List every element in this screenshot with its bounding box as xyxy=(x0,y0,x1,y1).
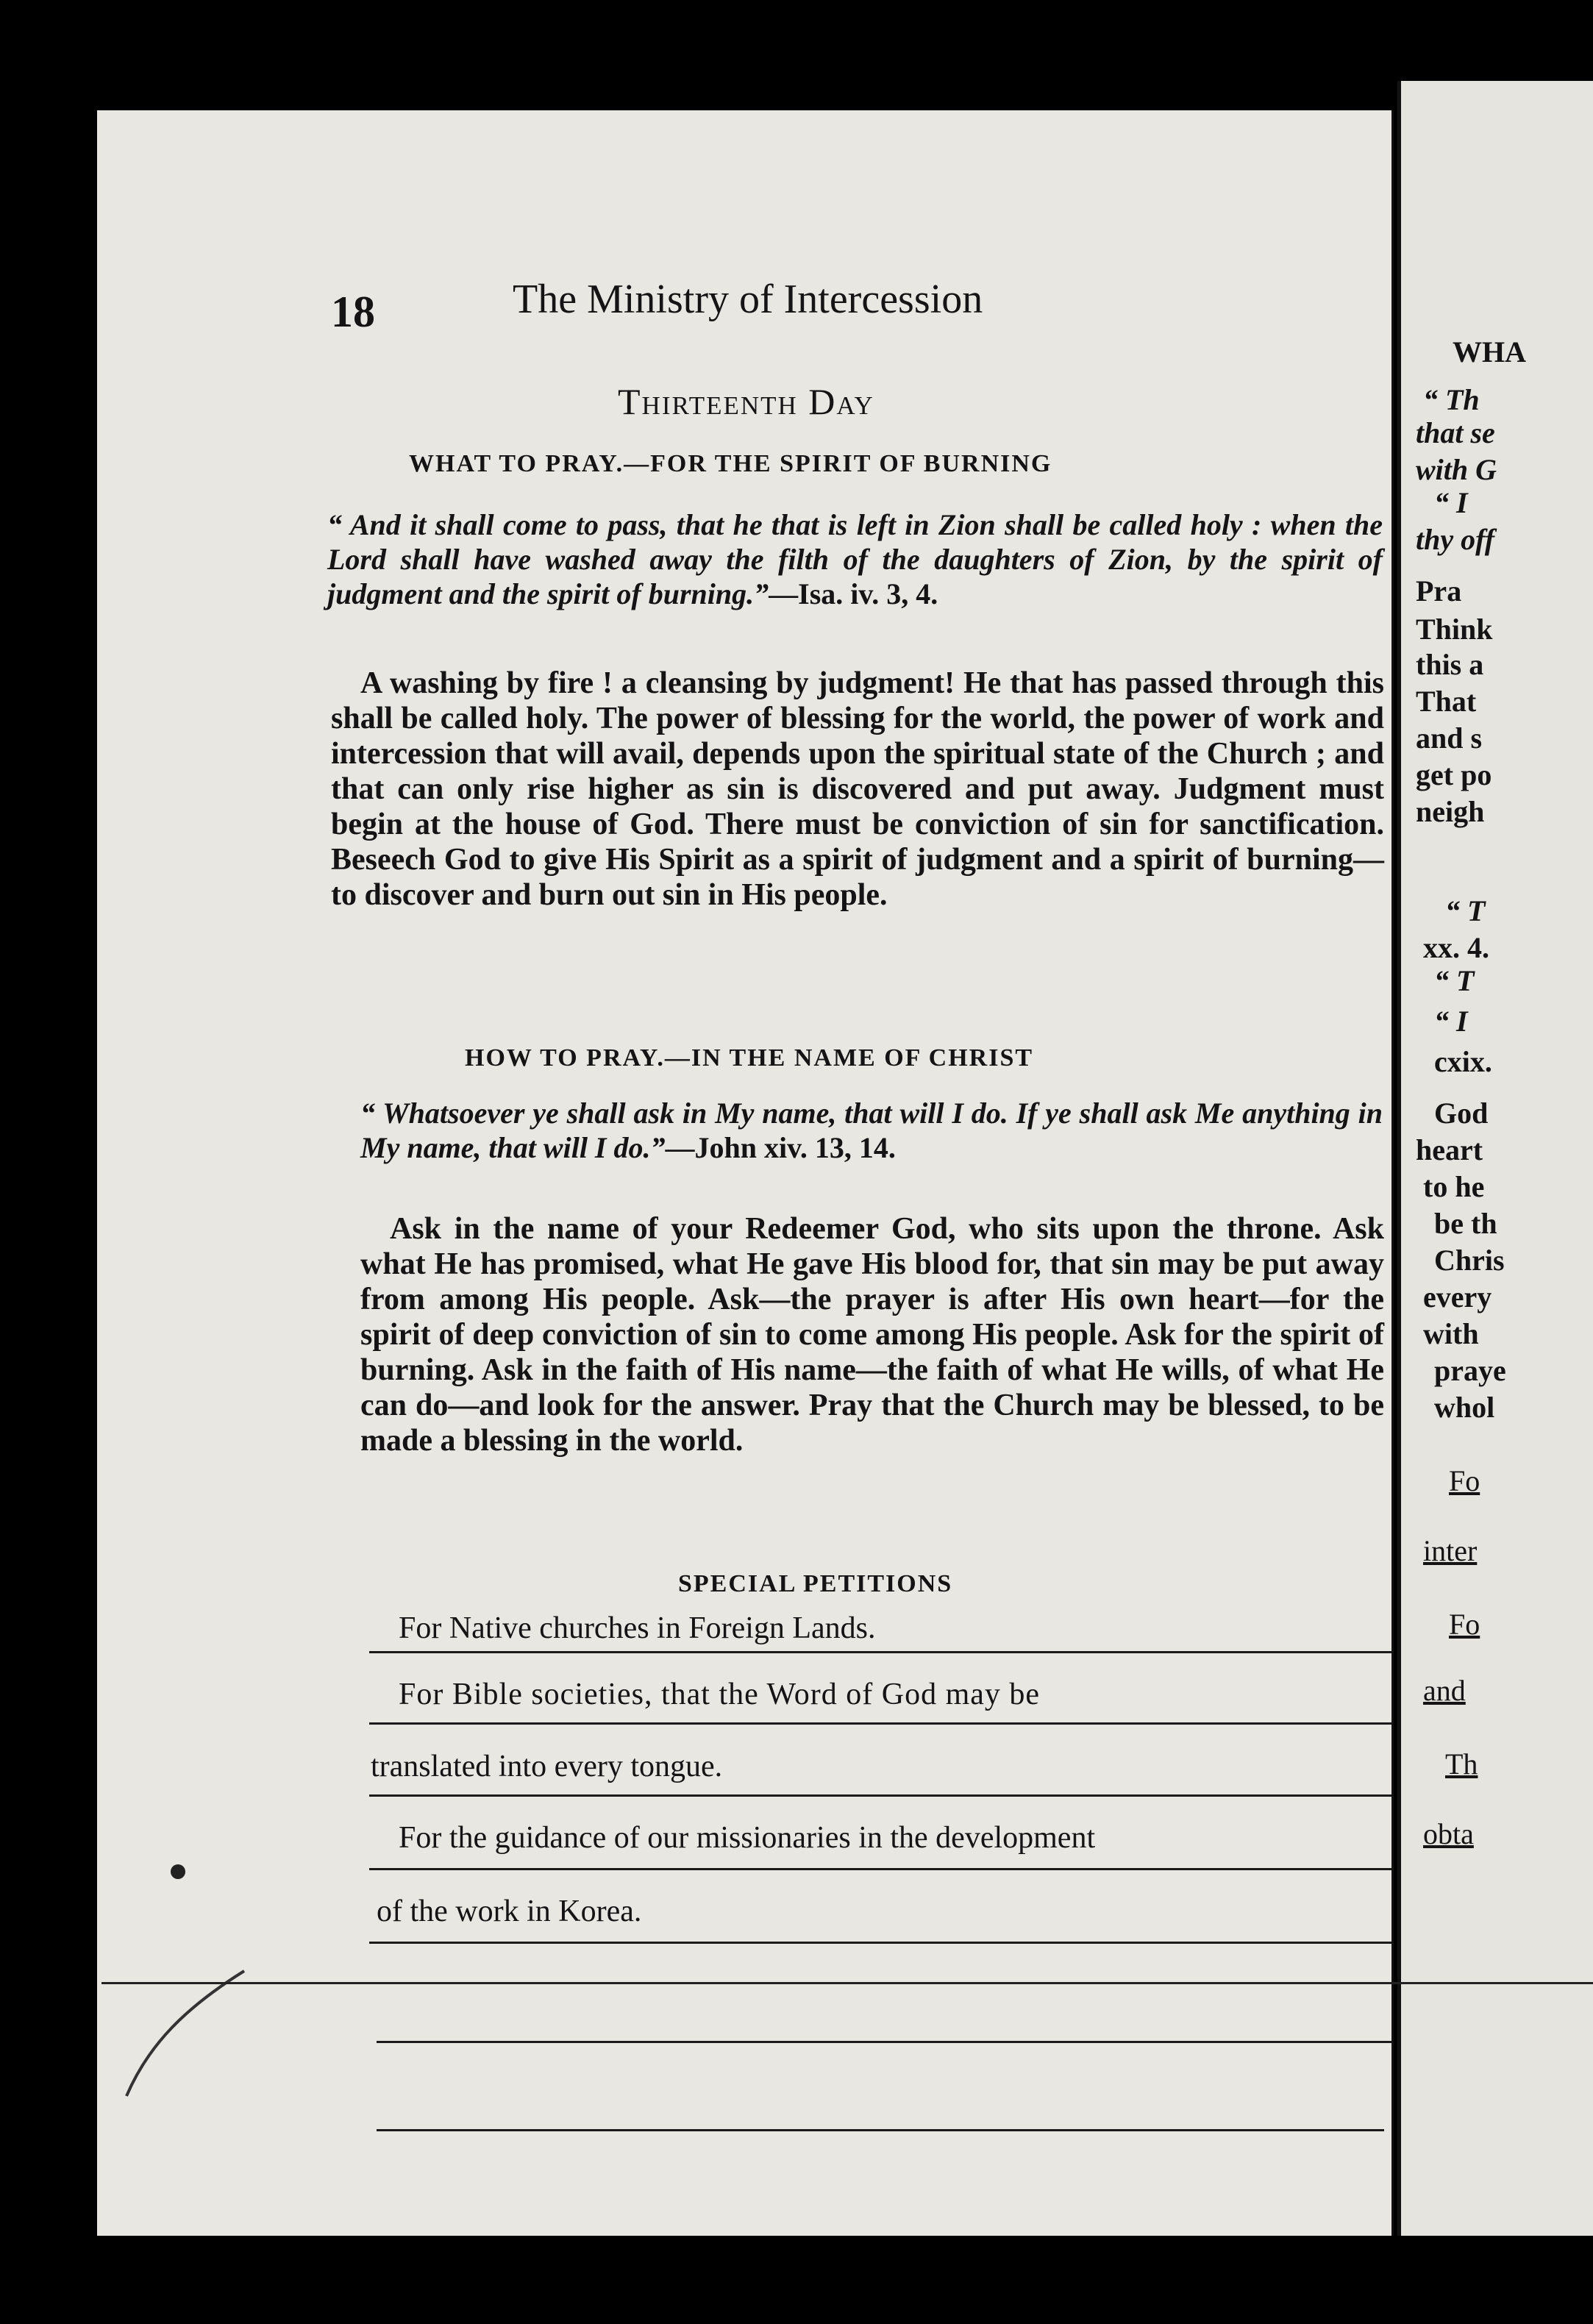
how-to-pray-body: Ask in the name of your Redeemer God, who sits upon the throne. Ask what He has promised, what He gave His blood for, that sin may be put away from among His people. Ask—the prayer is after His own heart—for the spirit of deep conviction of sin to come among His people. Ask for the spirit of burning. Ask in the faith of His name—the faith of what He wills, of what He can do—and look for the answer. Pray that the Church may be blessed, to be made a blessing in the world. xyxy=(360,1212,1384,1458)
ruled-line xyxy=(369,1794,1391,1797)
what-to-pray-heading: WHAT TO PRAY.—FOR THE SPIRIT OF BURNING xyxy=(409,450,1052,477)
facing-page-line: xx. 4. xyxy=(1423,931,1489,964)
scan-fold-line xyxy=(101,1982,1593,1984)
facing-page-line: “ I xyxy=(1434,486,1468,519)
facing-page-line: and s xyxy=(1416,721,1483,755)
facing-page-line: God xyxy=(1434,1097,1489,1130)
facing-page-line: “ T xyxy=(1445,894,1486,927)
scripture-text: “ Whatsoever ye shall ask in My name, that will I do. If ye shall ask Me anything in My name, that will I do.” xyxy=(360,1097,1383,1164)
facing-page-line: this a xyxy=(1416,648,1484,681)
petition-line: For the guidance of our missionaries in the development xyxy=(399,1821,1096,1855)
facing-page-line: Th xyxy=(1445,1747,1478,1781)
facing-page-line: to he xyxy=(1423,1170,1485,1203)
facing-page-line: WHA xyxy=(1453,335,1526,368)
special-petitions-heading: SPECIAL PETITIONS xyxy=(678,1570,953,1597)
petition-line: For Bible societies, that the Word of God may be xyxy=(399,1678,1041,1711)
facing-page-line: with G xyxy=(1416,453,1497,486)
facing-page-line: Think xyxy=(1416,613,1493,646)
scripture-john xyxy=(360,1096,1383,1165)
facing-page-line: cxix. xyxy=(1434,1045,1492,1078)
facing-page-line: Fo xyxy=(1449,1464,1480,1497)
scripture-text: “ And it shall come to pass, that he that is left in Zion shall be called holy : when the Lord shall have washed away the filth of the daughters of Zion, by the spirit of judgment and the spirit of burning.” xyxy=(327,508,1383,610)
facing-page-line: heart xyxy=(1416,1133,1483,1166)
facing-page-line: That xyxy=(1416,685,1477,718)
facing-page-line: thy off xyxy=(1416,523,1495,556)
page-number: 18 xyxy=(331,288,375,336)
petition-line: of the work in Korea. xyxy=(377,1895,642,1928)
facing-page-line: obta xyxy=(1423,1817,1474,1850)
margin-pencil-mark xyxy=(97,1802,318,2111)
facing-page-line: “ Th xyxy=(1423,383,1480,416)
facing-page-line: praye xyxy=(1434,1354,1506,1387)
ruled-line xyxy=(369,1651,1391,1653)
ruled-line xyxy=(377,2129,1384,2131)
scripture-isaiah xyxy=(327,507,1383,611)
facing-page-line: Fo xyxy=(1449,1608,1480,1641)
facing-page-line: that se xyxy=(1416,416,1495,449)
how-to-pray-heading: HOW TO PRAY.—IN THE NAME OF CHRIST xyxy=(465,1044,1034,1072)
book-page-left xyxy=(97,110,1394,2236)
facing-page-line: and xyxy=(1423,1674,1466,1707)
facing-page-line: be th xyxy=(1434,1207,1497,1240)
facing-page-line: with xyxy=(1423,1317,1479,1350)
petition-line: For Native churches in Foreign Lands. xyxy=(399,1611,876,1645)
facing-page-line: Chris xyxy=(1434,1244,1505,1277)
facing-page-line: get po xyxy=(1416,758,1492,791)
facing-page-line: “ T xyxy=(1434,964,1475,997)
facing-page-line: whol xyxy=(1434,1391,1495,1424)
ruled-line xyxy=(369,1722,1391,1725)
ruled-line xyxy=(377,2041,1394,2043)
running-title: The Ministry of Intercession xyxy=(513,277,983,322)
facing-page-line: “ I xyxy=(1434,1005,1468,1038)
ruled-line xyxy=(369,1868,1391,1870)
what-to-pray-body: A washing by fire ! a cleansing by judgment! He that has passed through this shall be called holy. The power of blessing for the world, the power of work and intercession that will avail, depends upon the spiritual state of the Church ; and that can only rise higher as sin is discovered and put away. Judgment must begin at the house of God. There must be conviction of sin for sanctification. Beseech God to give His Spirit as a spirit of judgment and a spirit of burning—to discover and burn out sin in His people. xyxy=(331,666,1384,912)
facing-page-line: neigh xyxy=(1416,795,1485,828)
ruled-line xyxy=(369,1942,1391,1944)
scripture-reference: —Isa. iv. 3, 4. xyxy=(769,577,938,610)
facing-page-line: every xyxy=(1423,1280,1492,1314)
facing-page-line: inter xyxy=(1423,1534,1478,1567)
scripture-reference: —John xiv. 13, 14. xyxy=(665,1131,896,1164)
day-title: Thirteenth Day xyxy=(618,381,874,422)
book-page-right-partial xyxy=(1397,81,1593,2236)
petition-line: translated into every tongue. xyxy=(371,1750,723,1783)
facing-page-line: Pra xyxy=(1416,574,1462,607)
